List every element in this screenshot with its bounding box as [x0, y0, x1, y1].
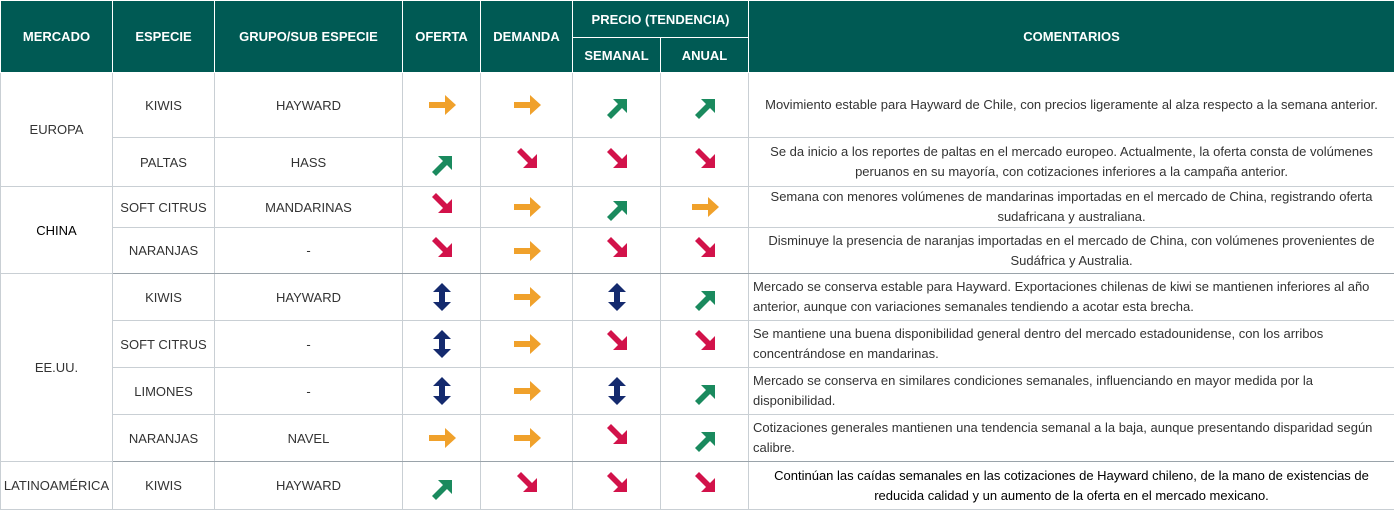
down-arrow-icon	[600, 471, 634, 501]
header-grupo: GRUPO/SUB ESPECIE	[215, 1, 403, 73]
grupo-cell: -	[215, 228, 403, 274]
comentario-cell: Movimiento estable para Hayward de Chile, con precios ligeramente al alza respecto a la semana anterior.	[749, 73, 1394, 138]
especie-cell: NARANJAS	[113, 415, 215, 462]
demanda-cell	[481, 321, 573, 368]
right-arrow-icon	[510, 192, 544, 222]
semanal-cell	[573, 138, 661, 187]
grupo-cell: HASS	[215, 138, 403, 187]
semanal-cell	[573, 274, 661, 321]
market-eeuu: EE.UU.	[1, 274, 113, 462]
market-latam: LATINOAMÉRICA	[1, 462, 113, 510]
down-arrow-icon	[688, 147, 722, 177]
down-arrow-icon	[425, 236, 459, 266]
up-arrow-icon	[425, 147, 459, 177]
especie-cell: KIWIS	[113, 462, 215, 510]
especie-cell: KIWIS	[113, 274, 215, 321]
table-row	[1, 321, 1394, 368]
right-arrow-icon	[510, 282, 544, 312]
oferta-cell	[403, 462, 481, 510]
demanda-cell	[481, 274, 573, 321]
semanal-cell	[573, 228, 661, 274]
anual-cell	[661, 138, 749, 187]
demanda-cell	[481, 462, 573, 510]
right-arrow-icon	[510, 329, 544, 359]
oferta-cell	[403, 187, 481, 228]
especie-cell: PALTAS	[113, 138, 215, 187]
up-arrow-icon	[688, 282, 722, 312]
grupo-cell: MANDARINAS	[215, 187, 403, 228]
comentario-cell: Mercado se conserva en similares condiciones semanales, influenciando en mayor medida por la disponibilidad.	[749, 368, 1394, 415]
down-arrow-icon	[688, 236, 722, 266]
down-arrow-icon	[600, 329, 634, 359]
right-arrow-icon	[510, 376, 544, 406]
down-arrow-icon	[600, 147, 634, 177]
grupo-cell: HAYWARD	[215, 462, 403, 510]
semanal-cell	[573, 368, 661, 415]
semanal-cell	[573, 73, 661, 138]
updown-arrow-icon	[425, 376, 459, 406]
demanda-cell	[481, 138, 573, 187]
down-arrow-icon	[510, 471, 544, 501]
comentario-cell: Se da inicio a los reportes de paltas en el mercado europeo. Actualmente, la oferta consta de volúmenes peruanos en su mayoría, con cotizaciones inferiores a la campaña anterior.	[749, 138, 1394, 187]
table-row	[1, 228, 1394, 274]
table-row	[1, 73, 1394, 138]
comentario-cell: Semana con menores volúmenes de mandarinas importadas en el mercado de China, registrando oferta sudafricana y australiana.	[749, 187, 1394, 228]
comentario-cell: Mercado se conserva estable para Hayward. Exportaciones chilenas de kiwi se mantienen inferiores al año anterior, aunque con variaciones semanales tendiendo a acotar esta brecha.	[749, 274, 1394, 321]
comentario-cell: Disminuye la presencia de naranjas importadas en el mercado de China, con volúmenes provenientes de Sudáfrica y Australia.	[749, 228, 1394, 274]
oferta-cell	[403, 415, 481, 462]
up-arrow-icon	[688, 376, 722, 406]
down-arrow-icon	[688, 329, 722, 359]
especie-cell: LIMONES	[113, 368, 215, 415]
header-precio: PRECIO (TENDENCIA)	[573, 1, 749, 38]
semanal-cell	[573, 462, 661, 510]
comentario-cell: Cotizaciones generales mantienen una tendencia semanal a la baja, aunque presentando disparidad según calibre.	[749, 415, 1394, 462]
header-especie: ESPECIE	[113, 1, 215, 73]
header-comentarios: COMENTARIOS	[749, 1, 1394, 73]
oferta-cell	[403, 138, 481, 187]
grupo-cell: HAYWARD	[215, 73, 403, 138]
right-arrow-icon	[510, 236, 544, 266]
updown-arrow-icon	[600, 282, 634, 312]
right-arrow-icon	[425, 90, 459, 120]
anual-cell	[661, 228, 749, 274]
down-arrow-icon	[600, 236, 634, 266]
right-arrow-icon	[510, 90, 544, 120]
demanda-cell	[481, 368, 573, 415]
down-arrow-icon	[600, 423, 634, 453]
grupo-cell: -	[215, 321, 403, 368]
header-anual: ANUAL	[661, 38, 749, 73]
especie-cell: KIWIS	[113, 73, 215, 138]
table-row	[1, 462, 1394, 510]
anual-cell	[661, 368, 749, 415]
anual-cell	[661, 274, 749, 321]
anual-cell	[661, 321, 749, 368]
header-demanda: DEMANDA	[481, 1, 573, 73]
anual-cell	[661, 462, 749, 510]
especie-cell: SOFT CITRUS	[113, 321, 215, 368]
demanda-cell	[481, 73, 573, 138]
oferta-cell	[403, 228, 481, 274]
semanal-cell	[573, 187, 661, 228]
right-arrow-icon	[688, 192, 722, 222]
especie-cell: NARANJAS	[113, 228, 215, 274]
grupo-cell: NAVEL	[215, 415, 403, 462]
anual-cell	[661, 415, 749, 462]
table-row	[1, 274, 1394, 321]
semanal-cell	[573, 415, 661, 462]
down-arrow-icon	[510, 147, 544, 177]
table-row	[1, 415, 1394, 462]
header-oferta: OFERTA	[403, 1, 481, 73]
anual-cell	[661, 73, 749, 138]
right-arrow-icon	[425, 423, 459, 453]
up-arrow-icon	[688, 423, 722, 453]
oferta-cell	[403, 274, 481, 321]
down-arrow-icon	[425, 192, 459, 222]
oferta-cell	[403, 368, 481, 415]
especie-cell: SOFT CITRUS	[113, 187, 215, 228]
comentario-cell: Se mantiene una buena disponibilidad general dentro del mercado estadounidense, con los arribos concentrándose en mandarinas.	[749, 321, 1394, 368]
demanda-cell	[481, 415, 573, 462]
market-europa: EUROPA	[1, 73, 113, 187]
table-row	[1, 138, 1394, 187]
up-arrow-icon	[688, 90, 722, 120]
market-china: CHINA	[1, 187, 113, 274]
table-row	[1, 368, 1394, 415]
demanda-cell	[481, 187, 573, 228]
updown-arrow-icon	[600, 376, 634, 406]
table-row	[1, 187, 1394, 228]
down-arrow-icon	[688, 471, 722, 501]
grupo-cell: -	[215, 368, 403, 415]
up-arrow-icon	[600, 90, 634, 120]
header-mercado: MERCADO	[1, 1, 113, 73]
comentario-cell: Continúan las caídas semanales en las cotizaciones de Hayward chileno, de la mano de existencias de reducida calidad y un aumento de la oferta en el mercado mexicano.	[749, 462, 1394, 510]
up-arrow-icon	[600, 192, 634, 222]
right-arrow-icon	[510, 423, 544, 453]
demanda-cell	[481, 228, 573, 274]
semanal-cell	[573, 321, 661, 368]
updown-arrow-icon	[425, 329, 459, 359]
up-arrow-icon	[425, 471, 459, 501]
updown-arrow-icon	[425, 282, 459, 312]
oferta-cell	[403, 73, 481, 138]
oferta-cell	[403, 321, 481, 368]
header-semanal: SEMANAL	[573, 38, 661, 73]
grupo-cell: HAYWARD	[215, 274, 403, 321]
anual-cell	[661, 187, 749, 228]
